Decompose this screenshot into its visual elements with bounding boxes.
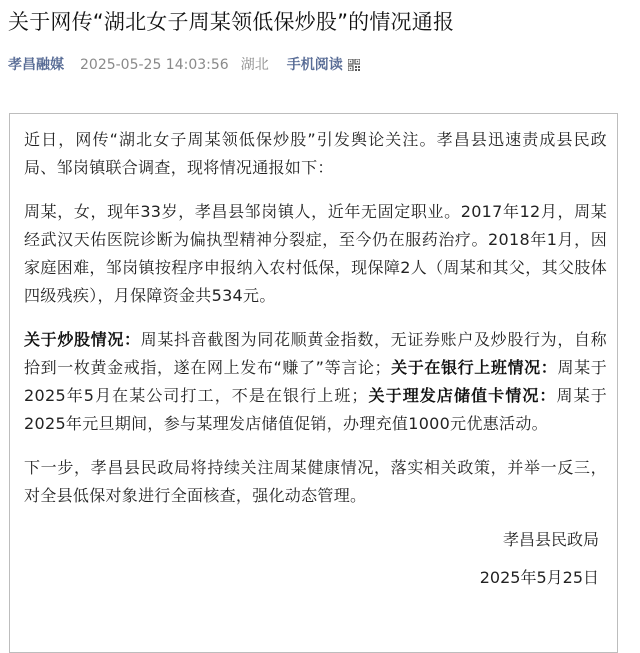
issuer-signature: 孝昌县民政局 <box>502 530 599 549</box>
stock-text: 周某抖音截图为同花顺黄金指数，无证券账户及炒股行为，自称拾到一枚黄金戒指，遂在网上发布“赚了”等言论； <box>24 330 607 377</box>
notice-paragraph-findings <box>24 326 607 438</box>
source-link[interactable]: 孝昌融媒 <box>8 57 64 73</box>
stock-heading: 关于炒股情况： <box>24 330 141 349</box>
notice-box <box>9 113 618 653</box>
region-label: 湖北 <box>240 57 269 73</box>
bank-heading: 关于在银行上班情况： <box>390 358 558 377</box>
bank-text: 周某于2025年5月在某公司打工，不是在银行上班； <box>24 358 608 405</box>
publish-time: 2025-05-25 14:03:56 <box>80 57 229 73</box>
article-meta <box>8 55 360 75</box>
salon-card-text: 周某于2025年元旦期间，参与某理发店储值促销，办理充值1000元优惠活动。 <box>24 386 607 433</box>
article-title: 关于网传“湖北女子周某领低保炒股”的情况通报 <box>8 10 455 34</box>
issue-date: 2025年5月25日 <box>479 568 599 587</box>
notice-paragraph-background: 周某，女，现年33岁，孝昌县邹岗镇人，近年无固定职业。2017年12月，周某经武汉天佑医院诊断为偏执型精神分裂症，至今仍在服药治疗。2018年1月，因家庭困难，邹岗镇按程序申报纳入农村低保，现保障2人（周某和其父，其父肢体四级残疾），月保障资金共534元。 <box>24 202 607 305</box>
qr-code-icon[interactable] <box>348 59 360 71</box>
mobile-read-link[interactable]: 手机阅读 <box>286 57 343 73</box>
notice-paragraph-intro: 近日，网传“湖北女子周某领低保炒股”引发舆论关注。孝昌县迅速责成县民政局、邹岗镇联合调查，现将情况通报如下： <box>24 130 607 177</box>
notice-paragraph-next-steps: 下一步，孝昌县民政局将持续关注周某健康情况，落实相关政策，并举一反三，对全县低保对象进行全面核查，强化动态管理。 <box>24 458 607 505</box>
salon-card-heading: 关于理发店储值卡情况： <box>367 386 557 405</box>
